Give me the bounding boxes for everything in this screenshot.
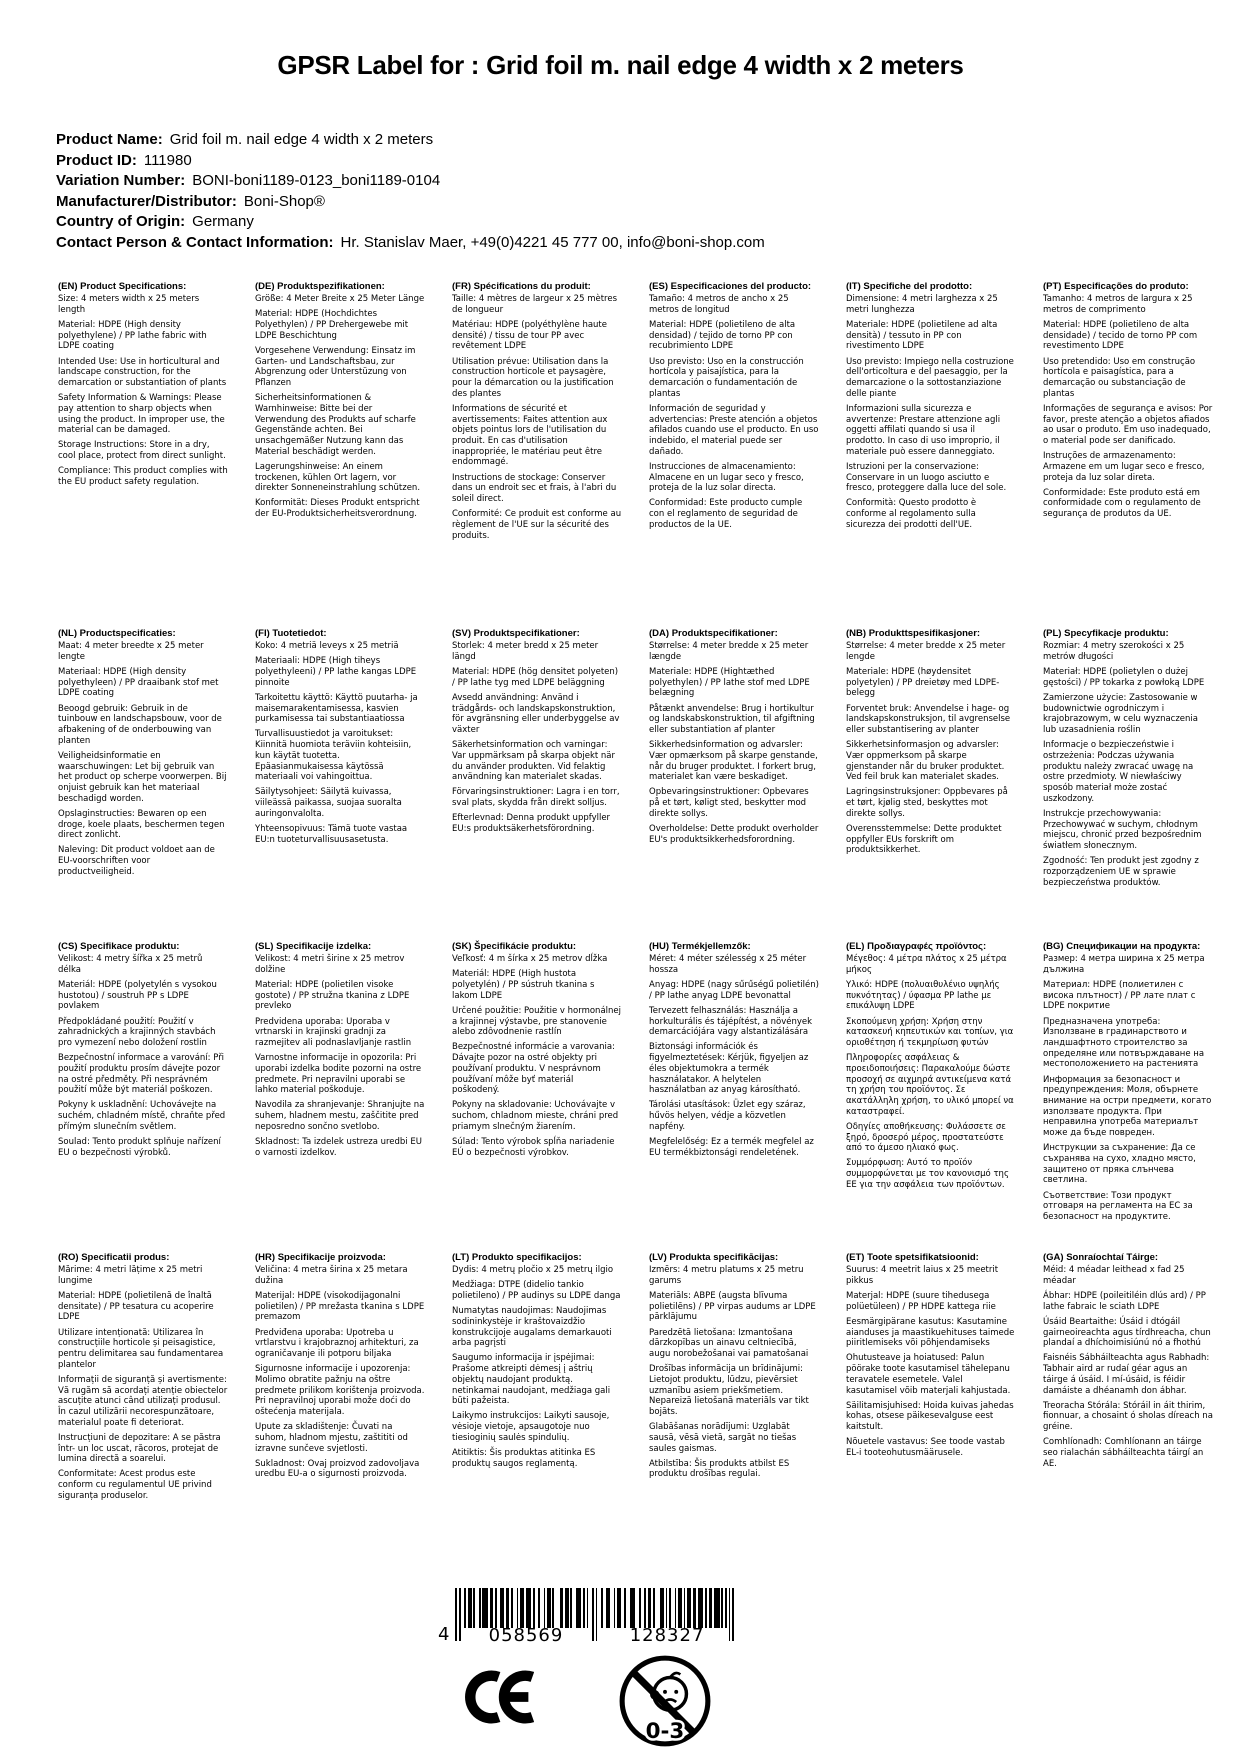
- spec-text: Eesmärgipärane kasutus: Kasutamine aianduses ja maastikuehituses taimede piiritlemiseks või põhjendamiseks: [846, 1316, 1015, 1349]
- language-block-header: (LT) Produkto specifikacijos:: [452, 1252, 582, 1263]
- barcode-bar: [495, 1588, 497, 1628]
- barcode-bar: [678, 1588, 682, 1628]
- barcode-digit-group-1: 058569: [488, 1625, 564, 1646]
- language-block-header: (RO) Specificatii produs:: [58, 1252, 170, 1263]
- language-block-header: (HR) Specifikacije proizvoda:: [255, 1252, 386, 1263]
- barcode-bar: [500, 1588, 504, 1628]
- barcode-bar: [714, 1588, 719, 1628]
- spec-text: Zamierzone użycie: Zastosowanie w budownictwie ogrodniczym i krajobrazowym, w celu wyznaczenia lub uzasadnienia roślin: [1043, 692, 1198, 735]
- spec-text: Σκοπούμενη χρήση: Χρήση στην κατασκευή κηπευτικών και τοπίων, για οριοθέτηση ή τεκμηρίωση φυτών: [846, 1016, 1014, 1048]
- language-block-el: [846, 941, 1016, 1252]
- spec-text: Materiāls: ABPE (augsta blīvuma polietilēns) / PP virpas audums ar LDPE pārklājumu: [649, 1290, 816, 1323]
- spec-text: Información de seguridad y advertencias: Preste atención a objetos afilados cuando use el producto. En uso indebido, el material puede ser dañado.: [649, 403, 819, 457]
- language-block-da: [649, 628, 819, 941]
- barcode-bar: [709, 1588, 713, 1628]
- product-id-row: [56, 151, 765, 172]
- spec-text: Υλικό: HDPE (πολυαιθυλένιο υψηλής πυκνότητας) / ύφασμα PP lathe με επικάλυψη LDPE: [846, 979, 1000, 1012]
- spec-text: Atbilstība: Šis produkts atbilst ES produktu drošības regulai.: [649, 1458, 790, 1480]
- barcode-bar: [721, 1588, 723, 1628]
- barcode-bar: [687, 1588, 691, 1628]
- spec-text: Úsáid Beartaithe: Úsáid i dtógáil gairneoireachta agus tírdhreacha, chun plandaí a dhíchoimisiúnú nó a fhothú: [1043, 1316, 1211, 1349]
- spec-text: Pokyny na skladovanie: Uchovávajte v suchom, chladnom mieste, chráni pred priamym slnečným žiarením.: [452, 1100, 619, 1132]
- spec-text: Materiaali: HDPE (High tiheys polyethyleeni) / PP lathe kangas LDPE pinnoite: [255, 656, 417, 688]
- language-block-header: (DA) Produktspecifikationer:: [649, 628, 778, 639]
- barcode-bar: [660, 1588, 664, 1628]
- spec-text: Beoogd gebruik: Gebruik in de tuinbouw en landschapsbouw, voor de afbakening of de onderbouwing van planten: [58, 703, 222, 746]
- language-block-header: (EN) Product Specifications:: [58, 281, 187, 292]
- spec-text: Sukladnost: Ovaj proizvod zadovoljava uredbu EU-a o sigurnosti proizvoda.: [255, 1458, 420, 1480]
- barcode-bar: [684, 1588, 686, 1628]
- language-block-header: (ET) Toote spetsifikatsioonid:: [846, 1252, 979, 1263]
- spec-text: Yhteensopivuus: Tämä tuote vastaa EU:n tuoteturvallisuusasetusta.: [255, 824, 408, 845]
- variation-number-row: [56, 171, 765, 192]
- spec-text: Súlad: Tento výrobok spĺňa nariadenie EÚ o bezpečnosti výrobkov.: [452, 1137, 615, 1158]
- spec-text: Tarkoitettu käyttö: Käyttö puutarha- ja maisemarakentamisessa, kasvien purkamisessa tai substantiaatiossa: [255, 692, 418, 725]
- spec-text: Atitiktis: Šis produktas atitinka ES produktų saugos reglamentą.: [452, 1448, 596, 1469]
- language-block-header: (PT) Especificações do produto:: [1043, 281, 1189, 292]
- spec-text: Informations de sécurité et avertissements: Faites attention aux objets pointus lors de l'utilisation du produit. En cas d'utilisation inappropriée, le matériau peut être endommagé.: [452, 403, 608, 468]
- barcode-bar: [675, 1588, 677, 1628]
- language-block-lv: [649, 1252, 819, 1506]
- barcode-bar: [520, 1588, 524, 1628]
- language-block-header: (SV) Produktspecifikationer:: [452, 628, 580, 639]
- spec-text: Upute za skladištenje: Čuvati na suhom, hladnom mjestu, zaštititi od izravne sunčeve svjetlosti.: [255, 1422, 408, 1454]
- barcode-bar: [560, 1588, 564, 1628]
- spec-text: Storage Instructions: Store in a dry, cool place, protect from direct sunlight.: [58, 440, 226, 462]
- product-id-label: Product ID:: [56, 151, 137, 169]
- ce-mark-icon: [452, 1664, 534, 1734]
- spec-text: Treoracha Stórála: Stóráil in áit thirim, fionnuar, a chosaint ó sholas díreach na gréine.: [1043, 1400, 1213, 1433]
- language-block-sk: [452, 941, 622, 1252]
- language-block-header: (GA) Sonraíochtaí Táirge:: [1043, 1252, 1159, 1263]
- spec-text: Instrucțiuni de depozitare: A se păstra într- un loc uscat, răcoros, protejat de lumina directă a soarelui.: [58, 1432, 221, 1465]
- spec-text: Påtænkt anvendelse: Brug i hortikultur og landskabskonstruktion, til afgiftning eller substantiation af planter: [649, 703, 815, 735]
- barcode-bar: [526, 1588, 531, 1628]
- language-block-header: (PL) Specyfikacje produktu:: [1043, 628, 1169, 639]
- spec-text: Größe: 4 Meter Breite x 25 Meter Länge: [255, 294, 425, 304]
- spec-text: Material: HDPE (Hochdichtes Polyethylen) / PP Drehergewebe mit LDPE Beschichtung: [255, 309, 409, 341]
- spec-text: Размер: 4 метра ширина x 25 метра дължина: [1043, 954, 1205, 975]
- product-name-label: Product Name:: [56, 131, 163, 148]
- spec-text: Mărime: 4 metri lățime x 25 metri lungime: [58, 1265, 203, 1286]
- spec-text: Säilitamisjuhised: Hoida kuivas jahedas kohas, otsese päikesevalguse eest kaitstult.: [846, 1400, 1014, 1433]
- spec-text: Instrukcje przechowywania: Przechowywać w suchym, chłodnym miejscu, chronić przed bezpośrednim światłem słonecznym.: [1043, 808, 1202, 851]
- barcode-bar: [630, 1588, 635, 1628]
- spec-text: Varnostne informacije in opozorila: Pri uporabi izdelka bodite pozorni na ostre predmete. Pri nepravilni uporabi se lahko material poškoduje.: [255, 1053, 422, 1096]
- barcode-bar: [666, 1588, 668, 1628]
- spec-text: Materiale: HDPE (polietilene ad alta densità) / tessuto in PP con rivestimento LDPE: [846, 319, 998, 352]
- spec-text: Efterlevnad: Denna produkt uppfyller EU:s produktsäkerhetsförordning.: [452, 813, 611, 835]
- spec-text: Suurus: 4 meetrit laius x 25 meetrit pikkus: [846, 1265, 999, 1286]
- spec-text: Predvidena uporaba: Uporaba v vrtnarski in krajinski gradnji za razmejitev ali podnaslavljanje rastlin: [255, 1016, 412, 1048]
- spec-text: Méid: 4 méadar leithead x fad 25 méadar: [1043, 1265, 1185, 1286]
- spec-text: Material: HDPE (hög densitet polyeten) / PP lathe tyg med LDPE beläggning: [452, 666, 619, 688]
- spec-text: Conformità: Questo prodotto è conforme al regolamento sulla sicurezza dei prodotti dell'UE.: [846, 498, 977, 530]
- spec-text: Material: HDPE (polietilenă de înaltă densitate) / PP tesatura cu acoperire LDPE: [58, 1290, 214, 1323]
- barcode-bar: [479, 1588, 481, 1628]
- spec-text: Faisnéis Sábháilteachta agus Rabhadh: Tabhair aird ar rudaí géar agus an táirge á úsáid. I mí-úsáid, is féidir damáiste a dhéanamh don ábhar.: [1043, 1353, 1210, 1396]
- spec-text: Informações de segurança e avisos: Por favor, preste atenção a objetos afiados ao usar o produto. Em uso inadequado, o material pode ser danificado.: [1043, 403, 1213, 446]
- language-block-nl: [58, 628, 228, 941]
- spec-text: Paredzētā lietošana: Izmantošana dārzkopības un ainavu celtniecībā, augu norobežošanai vai pamatošanai: [649, 1327, 809, 1359]
- spec-text: Säkerhetsinformation och varningar: Var uppmärksam på skarpa objekt när du använder produkten. Vid felaktig användning kan materialet skadas.: [452, 740, 616, 783]
- spec-text: Tárolási utasítások: Üzlet egy száraz, hűvös helyen, védje a közvetlen napfény.: [649, 1100, 806, 1132]
- spec-text: Safety Information & Warnings: Please pay attention to sharp objects when using the product. In improper use, the material can be damaged.: [58, 393, 225, 436]
- spec-text: Säilytysohjeet: Säilytä kuivassa, viileässä paikassa, suojaa suoralta auringonvalolta.: [255, 787, 402, 819]
- language-block-header: (NB) Produkttspesifikasjoner:: [846, 628, 981, 639]
- spec-text: Předpokládané použití: Použití v zahradnických a krajinných stavbách pro vymezení nebo doložení rostlin: [58, 1016, 216, 1048]
- barcode-bar: [482, 1588, 487, 1628]
- spec-text: Material: HDPE (polietilen visoke gostote) / PP stružna tkanina z LDPE prevleko: [255, 979, 410, 1012]
- spec-text: Sikkerhetsinformasjon og advarsler: Vær oppmerksom på skarpe gjenstander når du bruker produktet. Ved feil bruk kan materialet skades.: [846, 740, 1005, 783]
- spec-text: Συμμόρφωση: Αυτό το προϊόν συμμορφώνεται με τον κανονισμό της ΕΕ για την ασφάλεια των προϊόντων.: [846, 1158, 1009, 1190]
- spec-text: Utilizare intenționată: Utilizarea în construcțiile horticole și peisagistice, pentru delimitarea sau fundamentarea plantelor: [58, 1327, 224, 1370]
- spec-text: Predviđena uporaba: Upotreba u vrtlarstvu i krajobraznoj arhitekturi, za ograničavanje ili potporu biljaka: [255, 1327, 419, 1359]
- spec-text: Glabāšanas norādījumi: Uzglabāt sausā, vēsā vietā, sargāt no tiešas saules gaismas.: [649, 1422, 797, 1454]
- spec-text: Dydis: 4 metrų pločio x 25 metrų ilgio: [452, 1265, 614, 1275]
- spec-text: Conformité: Ce produit est conforme au règlement de l'UE sur la sécurité des produits.: [452, 509, 622, 541]
- spec-text: Информация за безопасност и предупреждения: Моля, обърнете внимание на остри предмети, когато използвате продукта. При неправилна употреба материалът може да бъде повреден.: [1043, 1074, 1212, 1139]
- contact-label: Contact Person & Contact Information:: [56, 233, 334, 251]
- spec-text: Material: HDPE (High density polyethylene) / PP lathe fabric with LDPE coating: [58, 319, 207, 352]
- spec-text: Förvaringsinstruktioner: Lagra i en torr, sval plats, skydda från direkt solljus.: [452, 787, 620, 809]
- spec-text: Anyag: HDPE (nagy sűrűségű polietilén) / PP lathe anyag LDPE bevonattal: [649, 979, 819, 1001]
- barcode-bar: [583, 1588, 585, 1628]
- barcode-bar: [606, 1588, 610, 1628]
- spec-text: Compliance: This product complies with the EU product safety regulation.: [58, 466, 228, 488]
- spec-text: Naleving: Dit product voldoet aan de EU-voorschriften voor productveiligheid.: [58, 845, 215, 877]
- language-block-pt: [1043, 281, 1213, 628]
- language-block-cs: [58, 941, 228, 1252]
- language-block-sv: [452, 628, 622, 941]
- barcode-bar: [533, 1588, 535, 1628]
- spec-text: Conformitate: Acest produs este conform cu regulamentul UE privind siguranța produselor.: [58, 1469, 212, 1501]
- language-block-hr: [255, 1252, 425, 1506]
- spec-text: Utilisation prévue: Utilisation dans la construction horticole et paysagère, pour la démarcation ou la justification des plantes: [452, 356, 614, 399]
- manufacturer-label: Manufacturer/Distributor:: [56, 192, 237, 210]
- spec-text: Materijal: HDPE (visokodijagonalni polietilen) / PP mrežasta tkanina s LDPE premazom: [255, 1290, 425, 1323]
- spec-text: Megfelelőség: Ez a termék megfelel az EU termékbiztonsági rendeletének.: [649, 1137, 814, 1158]
- language-block-pl: [1043, 628, 1213, 941]
- spec-text: Materiaal: HDPE (High density polyethyleen) / PP draaibank stof met LDPE coating: [58, 666, 219, 699]
- spec-text: Bezpečnostní informace a varování: Při použití produktu prosím dávejte pozor na ostré předměty. Při nesprávném použití může být materiál poškozen.: [58, 1053, 225, 1096]
- spec-text: Biztonsági információk és figyelmeztetések: Kérjük, figyeljen az éles objektumokra a termék használatakor. A helytelen használatban az anyag károsítható.: [649, 1042, 809, 1096]
- language-block-fr: [452, 281, 622, 628]
- spec-text: Μέγεθος: 4 μέτρα πλάτος x 25 μέτρα μήκος: [846, 954, 1007, 975]
- spec-text: Instruções de armazenamento: Armazene em um lugar seco e fresco, proteja da luz solar direta.: [1043, 451, 1205, 483]
- spec-text: Materiál: HDPE (polyetylén s vysokou hustotou) / soustruh PP s LDPE povlakem: [58, 979, 217, 1012]
- spec-text: Turvallisuustiedot ja varoitukset: Kiinnitä huomiota teräviin kohteisiin, kun käytät tuotetta. Epäasianmukaisessa käytössä materiaali voi vahingoittua.: [255, 729, 412, 783]
- country-of-origin-value: Germany: [192, 213, 254, 230]
- language-block-nb: [846, 628, 1016, 941]
- page-title: GPSR Label for : Grid foil m. nail edge 4 width x 2 meters: [277, 50, 964, 80]
- barcode-bar: [601, 1588, 603, 1628]
- barcode-bar: [653, 1588, 655, 1628]
- barcode-bar: [725, 1588, 727, 1628]
- spec-text: Materjal: HDPE (suure tihedusega polüetüleen) / PP HDPE kattega riie: [846, 1290, 996, 1312]
- spec-text: Méret: 4 méter szélesség x 25 méter hossza: [649, 954, 807, 975]
- language-block-header: (SL) Specifikacije izdelka:: [255, 941, 372, 952]
- barcode-bar: [705, 1588, 707, 1628]
- ean-barcode: [438, 1588, 738, 1645]
- spec-text: Sicherheitsinformationen & Warnhinweise: Bitte bei der Verwendung des Produkts auf scharfe Gegenstände achten. Bei unsachgemäßer Nutzung kann das Material beschädigt werden.: [255, 393, 416, 457]
- spec-text: Tamaño: 4 metros de ancho x 25 metros de longitud: [649, 294, 789, 315]
- spec-text: Съответствие: Този продукт отговаря на регламента на ЕС за безопасност на продуктите.: [1043, 1190, 1193, 1222]
- barcode-bar: [544, 1588, 546, 1628]
- spec-text: Størrelse: 4 meter bredde x 25 meter længde: [649, 641, 809, 662]
- spec-text: Medžiaga: DTPE (didelio tankio polietileno) / PP audinys su LDPE danga: [452, 1280, 621, 1301]
- product-name-value: Grid foil m. nail edge 4 width x 2 meters: [169, 131, 434, 148]
- spec-text: Forventet bruk: Anvendelse i hage- og landskapskonstruksjon, til avgrenselse eller substantisering av planter: [846, 703, 1011, 735]
- language-block-de: [255, 281, 425, 628]
- spec-text: Pokyny k uskladnění: Uchovávejte na suchém, chladném místě, chraňte před přímým slunečním světlem.: [58, 1100, 226, 1132]
- spec-text: Istruzioni per la conservazione: Conservare in un luogo asciutto e fresco, proteggere dalla luce del sole.: [846, 461, 1007, 494]
- spec-text: Saugumo informacija ir įspėjimai: Prašome atkreipti dėmesį į aštrių objektų naudojant produktą. netinkamai naudojant, medžiaga gali būti pažeista.: [452, 1353, 611, 1407]
- spec-text: Materiał: HDPE (polietylen o dużej gęstości) / PP tokarka z powłoką LDPE: [1043, 666, 1205, 688]
- spec-text: Avsedd användning: Använd i trädgårds- och landskapskonstruktion, för avgränsning eller underbyggelse av växter: [452, 692, 620, 735]
- spec-text: Comhlíonadh: Comhlíonann an táirge seo rialachán sábháilteachta táirgí an AE.: [1043, 1437, 1204, 1469]
- barcode-bar: [547, 1588, 551, 1628]
- language-block-header: (ES) Especificaciones del producto:: [649, 281, 812, 292]
- spec-text: Skladnost: Ta izdelek ustreza uredbi EU o varnosti izdelkov.: [255, 1137, 422, 1158]
- barcode-bar: [517, 1588, 519, 1628]
- language-block-ro: [58, 1252, 228, 1506]
- spec-text: Nõuetele vastavus: See toode vastab EL-i tooteohutusmäärusele.: [846, 1437, 1005, 1459]
- barcode-bar: [565, 1588, 569, 1628]
- contact-row: [56, 233, 765, 254]
- barcode-digits: [455, 1627, 737, 1645]
- language-block-header: (IT) Specifiche del prodotto:: [846, 281, 973, 292]
- spec-text: Matériau: HDPE (polyéthylène haute densité) / tissu de tour PP avec revêtement LDPE: [452, 319, 607, 352]
- spec-text: Veľkosť: 4 m šírka x 25 metrov dĺžka: [452, 954, 608, 964]
- spec-text: Informazioni sulla sicurezza e avvertenze: Prestare attenzione agli oggetti affilati quando si usa il prodotto. In caso di uso improprio, il materiale può essere danneggiato.: [846, 403, 1001, 457]
- language-block-header: (EL) Προδιαγραφές προϊόντος:: [846, 941, 987, 952]
- barcode-bar: [570, 1588, 572, 1628]
- country-of-origin-row: [56, 212, 765, 233]
- language-block-bg: [1043, 941, 1213, 1252]
- spec-text: Uso pretendido: Uso em construção hortícola e paisagística, para a demarcação ou substanciação de plantas: [1043, 356, 1196, 399]
- spec-text: Určené použitie: Použitie v hormonálnej a krajinnej výstavbe, pre stanovenie alebo zdôvodnenie rastlín: [452, 1005, 621, 1038]
- spec-text: Lagringsinstruksjoner: Oppbevares på et tørt, kjølig sted, beskyttes mot direkte sollys.: [846, 787, 1008, 819]
- spec-text: Storlek: 4 meter bredd x 25 meter längd: [452, 641, 599, 662]
- barcode-bar: [624, 1588, 626, 1628]
- product-info: [56, 130, 765, 253]
- language-block-header: (DE) Produktspezifikationen:: [255, 281, 385, 292]
- manufacturer-row: [56, 192, 765, 213]
- barcode-bar: [698, 1588, 703, 1628]
- language-block-fi: [255, 628, 425, 941]
- country-of-origin-label: Country of Origin:: [56, 213, 186, 230]
- spec-text: Veličina: 4 metra širina x 25 metara dužina: [255, 1265, 408, 1286]
- spec-text: Intended Use: Use in horticultural and landscape construction, for the demarcation or substantiation of plants: [58, 356, 227, 388]
- spec-text: Size: 4 meters width x 25 meters length: [58, 294, 200, 315]
- barcode-bar: [506, 1588, 510, 1628]
- spec-text: Maat: 4 meter breedte x 25 meter lengte: [58, 641, 204, 662]
- age-warning-label: 0-3: [645, 1718, 685, 1744]
- language-block-header: (LV) Produkta specifikācijas:: [649, 1252, 779, 1263]
- barcode-bar: [639, 1588, 641, 1628]
- barcode-bar: [614, 1588, 616, 1628]
- barcode-bar: [576, 1588, 581, 1628]
- language-block-header: (HU) Termékjellemzők:: [649, 941, 751, 952]
- spec-text: Uso previsto: Uso en la construcción hortícola y paisajística, para la demarcación o fundamentación de plantas: [649, 356, 804, 399]
- spec-text: Ohutusteave ja hoiatused: Palun pöörake toote kasutamisel tähelepanu teravatele esemetele. Valel kasutamisel võib materjali kahjustada.: [846, 1353, 1011, 1396]
- spec-text: Informacje o bezpieczeństwie i ostrzeżenia: Podczas używania produktu należy zwracać uwagę na ostre przedmioty. W niewłaściwy sposób materiał może zostać uszkodzony.: [1043, 740, 1194, 804]
- spec-text: Sikkerhedsinformation og advarsler: Vær opmærksom på skarpe genstande, når du bruger produktet. I forkert brug, materialet kan være beskadiget.: [649, 740, 818, 783]
- language-block-header: (CS) Specifikace produktu:: [58, 941, 180, 952]
- language-block-hu: [649, 941, 819, 1252]
- spec-text: Opslaginstructies: Bewaren op een droge, koele plaats, beschermen tegen direct zonlicht.: [58, 808, 225, 841]
- spec-text: Overholdelse: Dette produkt overholder EU's produktsikkerhedsforordning.: [649, 824, 819, 845]
- spec-text: Veiligheidsinformatie en waarschuwingen: Let bij gebruik van het product op scherpe voorwerpen. Bij onjuist gebruik kan het materiaal beschadigd worden.: [58, 750, 227, 804]
- language-block-header: (FI) Tuotetiedot:: [255, 628, 327, 639]
- spec-text: Konformität: Dieses Produkt entspricht der EU-Produktsicherheitsverordnung.: [255, 498, 420, 520]
- barcode-bars-stack: [455, 1588, 737, 1645]
- language-block-en: [58, 281, 228, 628]
- barcode-bar: [587, 1588, 589, 1628]
- spec-text: Overensstemmelse: Dette produktet oppfyller EUs forskrift om produktsikkerhet.: [846, 824, 1002, 856]
- spec-text: Zgodność: Ten produkt jest zgodny z rozporządzeniem UE w sprawie bezpieczeństwa produktów.: [1043, 856, 1199, 888]
- language-block-it: [846, 281, 1016, 628]
- spec-text: Материал: HDPE (полиетилен с висока плътност) / PP лате плат с LDPE покритие: [1043, 979, 1196, 1012]
- spec-text: Materiale: HDPE (Hightæthed polyethylen) / PP lathe stof med LDPE belægning: [649, 666, 810, 699]
- language-block-lt: [452, 1252, 622, 1506]
- language-block-sl: [255, 941, 425, 1252]
- spec-text: Opbevaringsinstruktioner: Opbevares på et tørt, køligt sted, beskytter mod direkte sollys.: [649, 787, 809, 819]
- barcode-lead-digit: 4: [438, 1624, 450, 1645]
- spec-text: Drošības informācija un brīdinājumi: Lietojot produktu, lūdzu, pievērsiet uzmanību asiem priekšmetiem. Nepareizā lietošanā materiāls var tikt bojāts.: [649, 1364, 809, 1417]
- product-id-value: 111980: [143, 151, 192, 169]
- language-grid: [58, 281, 1213, 1506]
- spec-text: Izmērs: 4 metru platums x 25 metru garums: [649, 1265, 804, 1286]
- variation-number-value: BONI-boni1189-0123_boni1189-0104: [192, 172, 441, 189]
- barcode-bar: [473, 1588, 475, 1628]
- spec-text: Numatytas naudojimas: Naudojimas sodininkystėje ir kraštovaizdžio konstrukcijoje augalams demarkauoti arba pagrįsti: [452, 1306, 612, 1349]
- manufacturer-value: Boni-Shop®: [243, 192, 325, 210]
- spec-text: Koko: 4 metriä leveys x 25 metriä: [255, 641, 399, 651]
- barcode-bar: [468, 1588, 472, 1628]
- contact-value: Hr. Stanislav Maer, +49(0)4221 45 777 00, info@boni-shop.com: [340, 233, 765, 251]
- spec-text: Taille: 4 mètres de largeur x 25 mètres de longueur: [452, 294, 618, 315]
- spec-text: Velikost: 4 metry šířka x 25 metrů délka: [58, 954, 203, 975]
- spec-text: Dimensione: 4 metri larghezza x 25 metri lunghezza: [846, 294, 998, 315]
- spec-text: Laikymo instrukcijos: Laikyti sausoje, vėsioje vietoje, apsaugotoje nuo tiesioginių saulės spindulių.: [452, 1411, 610, 1443]
- barcode-digit-group-2: 128327: [629, 1625, 705, 1646]
- age-warning-0-3-icon: [616, 1652, 714, 1754]
- spec-text: Инструкции за съхранение: Да се съхранява на сухо, хладно място, защитено от пряка слънчева светлина.: [1043, 1143, 1196, 1186]
- language-block-header: (NL) Productspecificaties:: [58, 628, 176, 639]
- spec-text: Sigurnosne informacije i upozorenja: Molimo obratite pažnju na oštre predmete prilikom korištenja proizvoda. Pri nepravilnoj uporabi može doći do oštećenja materijala.: [255, 1364, 425, 1417]
- spec-text: Materiale: HDPE (høydensitet polyetylen) / PP dreietøy med LDPE-belegg: [846, 666, 1000, 699]
- spec-text: Navodila za shranjevanje: Shranjujte na suhem, hladnem mestu, zaščitite pred neposredno sončno svetlobo.: [255, 1100, 425, 1132]
- spec-text: Tervezett felhasználás: Használja a horkulturális és tájépítést, a növények demarcációjára vagy alstantizálására: [649, 1005, 813, 1038]
- spec-text: Предназначена употреба: Използване в градинарството и ландшафтното строителство за определяне или потвърждаване на местоположението на растенията: [1043, 1016, 1205, 1070]
- barcode-bar: [490, 1588, 494, 1628]
- spec-text: Ábhar: HDPE (poileitiléin dlús ard) / PP lathe fabraic le sciath LDPE: [1043, 1290, 1206, 1312]
- spec-text: Πληροφορίες ασφάλειας & προειδοποιήσεις: Παρακαλούμε δώστε προσοχή σε αιχμηρά αντικείμενα κατά τη χρήση του προϊόντος. Σε ακατάλληλη χρήση, το υλικό μπορεί να καταστραφεί.: [846, 1053, 1014, 1117]
- barcode-bar: [538, 1588, 540, 1628]
- language-block-et: [846, 1252, 1016, 1506]
- language-block-header: (SK) Špecifikácie produktu:: [452, 941, 577, 952]
- spec-text: Lagerungshinweise: An einem trockenen, kühlen Ort lagern, vor direkter Sonneneinstrahlung schützen.: [255, 461, 421, 494]
- spec-text: Material: HDPE (polietileno de alta densidad) / tejido de torno PP con recubrimiento LDPE: [649, 319, 796, 352]
- barcode-bar: [511, 1588, 513, 1628]
- barcode-bar: [648, 1588, 652, 1628]
- spec-text: Οδηγίες αποθήκευσης: Φυλάσσετε σε ξηρό, δροσερό μέρος, προστατεύστε από το άμεσο ηλιακό φως.: [846, 1121, 1006, 1154]
- spec-text: Rozmiar: 4 metry szerokości x 25 metrów długości: [1043, 641, 1185, 662]
- spec-text: Instrucciones de almacenamiento: Almacene en un lugar seco y fresco, proteja de la luz solar directa.: [649, 461, 804, 494]
- barcode-bar: [644, 1588, 646, 1628]
- spec-text: Bezpečnostné informácie a varovania: Dávajte pozor na ostré objekty pri používaní produktu. V nesprávnom používaní môže byť materiál poškodený.: [452, 1042, 615, 1096]
- spec-text: Tamanho: 4 metros de largura x 25 metros de comprimento: [1043, 294, 1193, 315]
- spec-text: Conformidad: Este producto cumple con el reglamento de seguridad de productos de la UE.: [649, 498, 803, 530]
- spec-text: Conformidade: Este produto está em conformidade com o regulamento de segurança de produtos da UE.: [1043, 487, 1201, 520]
- variation-number-label: Variation Number:: [56, 172, 186, 189]
- spec-text: Størrelse: 4 meter bredde x 25 meter lengde: [846, 641, 1006, 662]
- language-block-header: (BG) Спецификации на продукта:: [1043, 941, 1201, 952]
- product-name-row: [56, 130, 765, 151]
- barcode-bar: [552, 1588, 554, 1628]
- language-block-header: (FR) Spécifications du produit:: [452, 281, 591, 292]
- language-block-ga: [1043, 1252, 1213, 1506]
- barcode-bar: [464, 1588, 466, 1628]
- spec-text: Vorgesehene Verwendung: Einsatz im Garten- und Landschaftsbau, zur Abgrenzung oder Unterstüzung von Pflanzen: [255, 345, 416, 388]
- barcode-bar: [669, 1588, 671, 1628]
- spec-text: Uso previsto: Impiego nella costruzione dell'orticoltura e del paesaggio, per la demarcazione o la sottostanziazione delle piante: [846, 356, 1014, 399]
- spec-text: Materiál: HDPE (High hustota polyetylén) / PP sústruh tkanina s lakom LDPE: [452, 969, 595, 1001]
- barcode-bar: [617, 1588, 621, 1628]
- spec-text: Soulad: Tento produkt splňuje nařízení EU o bezpečnosti výrobků.: [58, 1137, 221, 1158]
- spec-text: Informații de siguranță și avertismente: Vă rugăm să acordați atenție obiectelor ascuțite atunci când utilizați produsul. În cazul utilizării necorespunzătoare, materialul poate fi deteriorat.: [58, 1374, 228, 1428]
- language-block-es: [649, 281, 819, 628]
- spec-text: Velikost: 4 metri širine x 25 metrov dolžine: [255, 954, 405, 975]
- spec-text: Instructions de stockage: Conserver dans un endroit sec et frais, à l'abri du soleil direct.: [452, 472, 617, 504]
- spec-text: Material: HDPE (polietileno de alta densidade) / tecido de torno PP com revestimento LDPE: [1043, 319, 1198, 352]
- barcode-bar: [693, 1588, 697, 1628]
